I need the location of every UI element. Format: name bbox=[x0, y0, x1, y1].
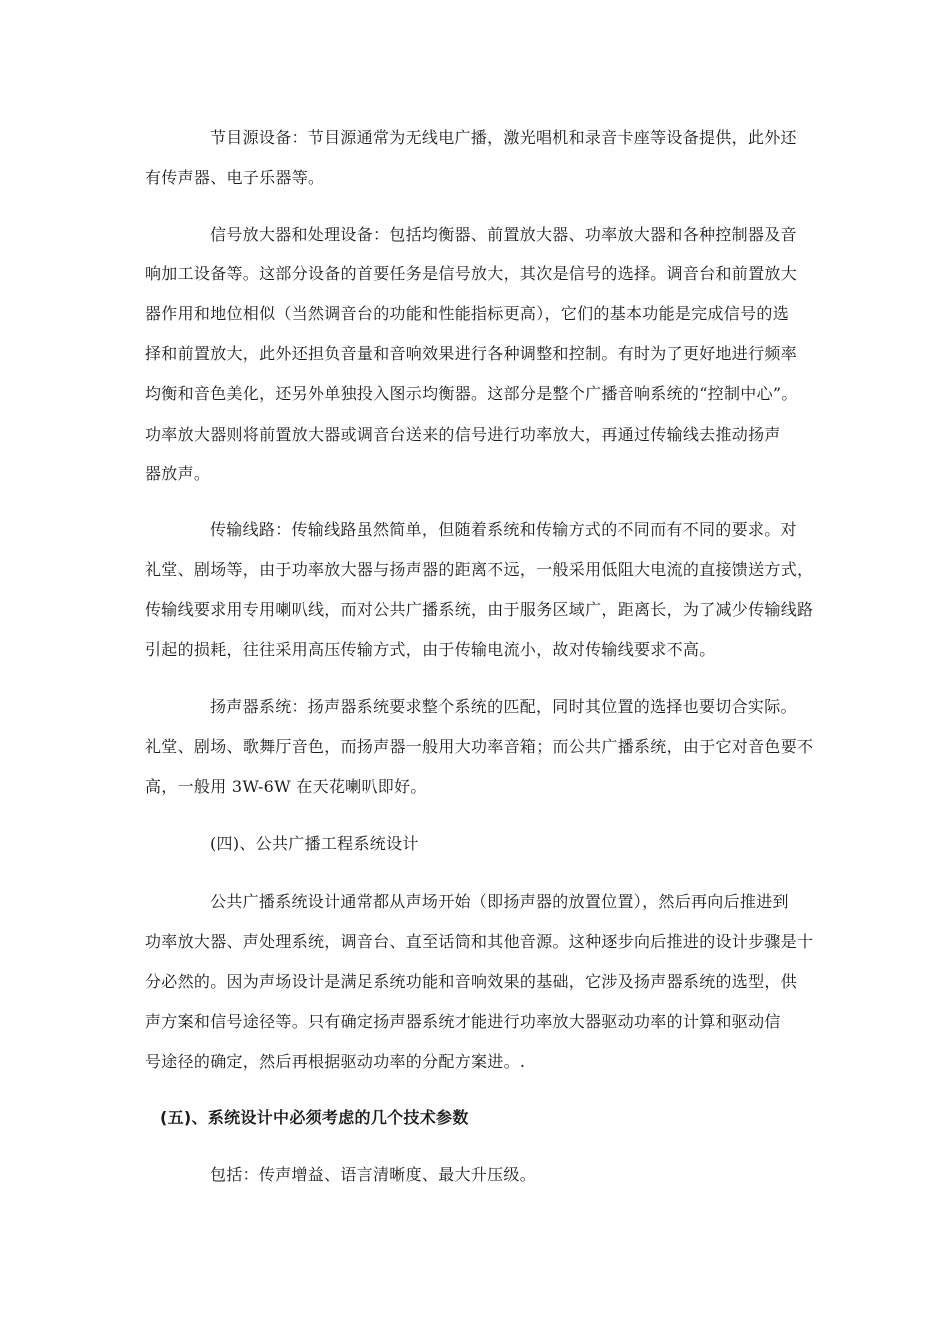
paragraph-line: 包括：传声增益、语言清晰度、最大升压级。 bbox=[210, 1165, 537, 1184]
paragraph-line: 有传声器、电子乐器等。 bbox=[145, 168, 325, 187]
paragraph-line: 分必然的。因为声场设计是满足系统功能和音响效果的基础，它涉及扬声器系统的选型，供 bbox=[145, 972, 798, 991]
paragraph-line: 均衡和音色美化，还另外单独投入图示均衡器。这部分是整个广播音响系统的“控制中心”。 bbox=[145, 384, 798, 403]
paragraph-line: 器作用和地位相似（当然调音台的功能和性能指标更高），它们的基本功能是完成信号的选 bbox=[145, 304, 790, 323]
paragraph-line: 公共广播系统设计通常都从声场开始（即扬声器的放置位置），然后再向后推进到 bbox=[210, 892, 789, 911]
paragraph-line: 传输线要求用专用喇叭线，而对公共广播系统，由于服务区域广，距离长，为了减少传输线路 bbox=[145, 600, 814, 619]
section-heading-bold: (五)、系统设计中必须考虑的几个技术参数 bbox=[160, 1108, 469, 1127]
paragraph-line: 礼堂、剧场等，由于功率放大器与扬声器的距离不远，一般采用低阻大电流的直接馈送方式， bbox=[145, 560, 814, 579]
section-heading: (四)、公共广播工程系统设计 bbox=[210, 834, 419, 853]
paragraph-line: 功率放大器则将前置放大器或调音台送来的信号进行功率放大，再通过传输线去推动扬声 bbox=[145, 425, 781, 444]
paragraph-line: 号途径的确定，然后再根据驱动功率的分配方案进。. bbox=[145, 1052, 526, 1071]
paragraph-line: 扬声器系统：扬声器系统要求整个系统的匹配，同时其位置的选择也要切合实际。 bbox=[210, 697, 797, 716]
paragraph-line: 声方案和信号途径等。只有确定扬声器系统才能进行功率放大器驱动功率的计算和驱动信 bbox=[145, 1012, 781, 1031]
paragraph-line: 传输线路：传输线路虽然简单，但随着系统和传输方式的不同而有不同的要求。对 bbox=[210, 520, 797, 539]
paragraph-line: 器放声。 bbox=[145, 464, 211, 483]
paragraph-line: 功率放大器、声处理系统，调音台、直至话筒和其他音源。这种逐步向后推进的设计步骤是十 bbox=[145, 932, 814, 951]
paragraph-line: 礼堂、剧场、歌舞厅音色，而扬声器一般用大功率音箱；而公共广播系统，由于它对音色要不 bbox=[145, 737, 814, 756]
paragraph-line: 引起的损耗，往往采用高压传输方式，由于传输电流小，故对传输线要求不高。 bbox=[145, 640, 716, 659]
paragraph-line: 高，一般用 3W-6W 在天花喇叭即好。 bbox=[145, 777, 427, 796]
paragraph-line: 节目源设备：节目源通常为无线电广播，激光唱机和录音卡座等设备提供，此外还 bbox=[210, 128, 797, 147]
paragraph-line: 响加工设备等。这部分设备的首要任务是信号放大，其次是信号的选择。调音台和前置放大 bbox=[145, 264, 798, 283]
paragraph-line: 信号放大器和处理设备：包括均衡器、前置放大器、功率放大器和各种控制器及音 bbox=[210, 225, 797, 244]
paragraph-line: 择和前置放大，此外还担负音量和音响效果进行各种调整和控制。有时为了更好地进行频率 bbox=[145, 344, 798, 363]
